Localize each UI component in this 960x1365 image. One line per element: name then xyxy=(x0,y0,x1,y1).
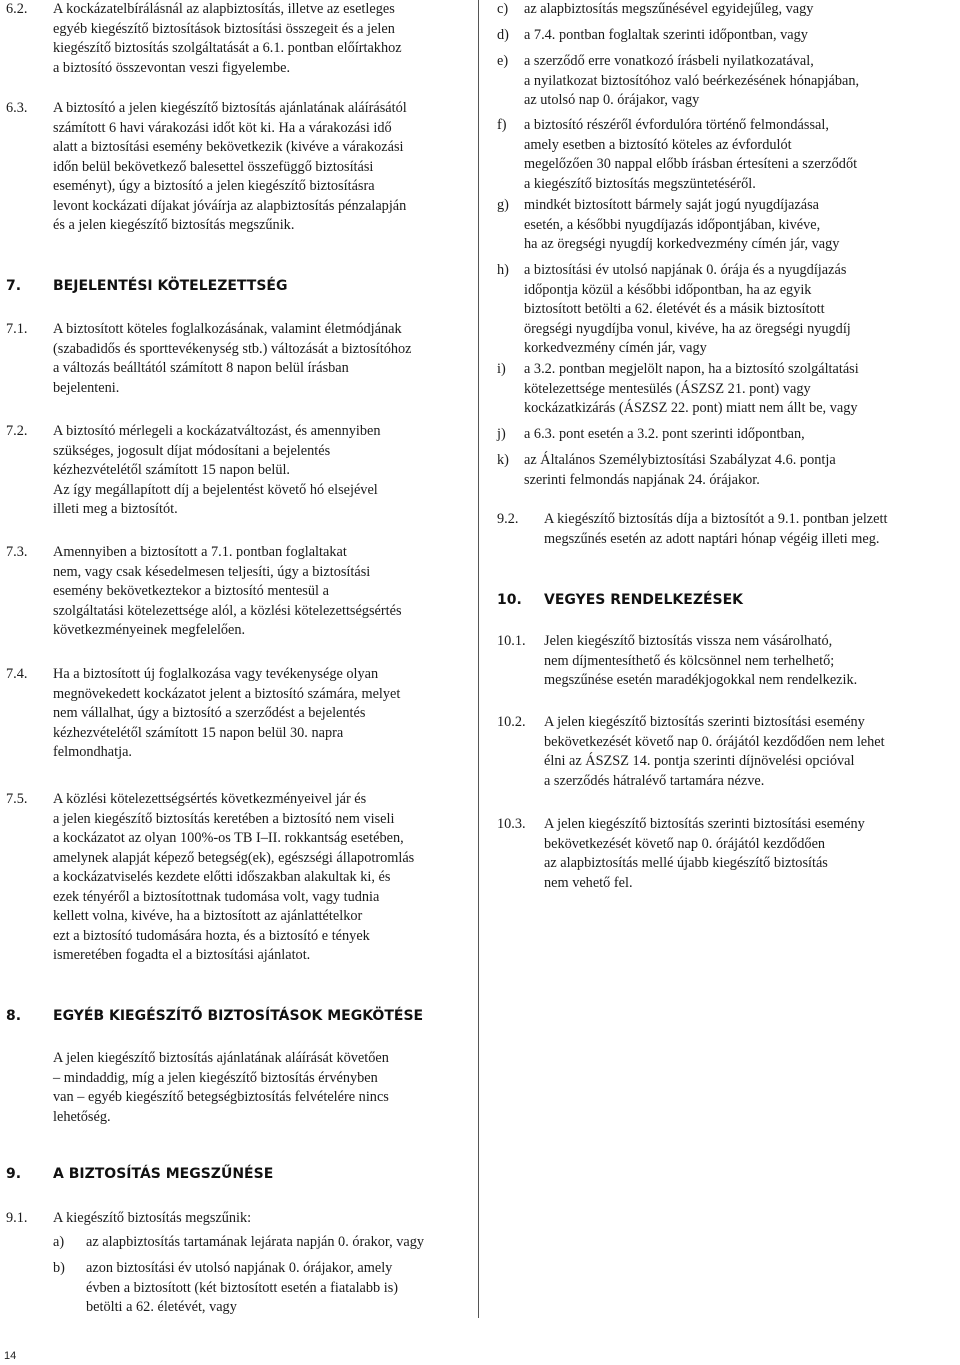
text-line: a 3.2. pontban megjelölt napon, ha a biztosító szolgáltatási xyxy=(524,361,859,377)
text-line: korkedvezmény címén jár, vagy xyxy=(524,340,707,356)
text-line: a 6.3. pont esetén a 3.2. pont szerinti időpontban, xyxy=(524,426,805,442)
text-line: esemény bekövetkeztekor a biztosító mentesül a xyxy=(53,583,329,599)
text-line: lehetőség. xyxy=(53,1108,111,1125)
text-line: a biztosító részéről évfordulóra történő felmondással, xyxy=(524,117,829,133)
text-line: amely esetben a biztosító köteles az évfordulót xyxy=(524,136,792,153)
section-number: 7.1. xyxy=(6,321,28,337)
section-text xyxy=(53,665,400,763)
text-line: Ha a biztosított új foglalkozása vagy tevékenysége olyan xyxy=(53,666,379,682)
text-line: betölti a 62. életévét, vagy xyxy=(86,1299,237,1315)
section-number: 9.1. xyxy=(6,1210,28,1226)
text-line: a változás beálltától számított 8 napon belül írásban xyxy=(53,360,349,376)
text-line: eseményt), úgy a biztosító a jelen kiegészítő biztosításra xyxy=(53,178,375,194)
list-letter: b) xyxy=(53,1260,65,1276)
text-line: szerinti felmondás napjának 24. órájakor. xyxy=(524,471,760,488)
list-letter: f) xyxy=(497,117,507,133)
heading-number: 8. xyxy=(6,1008,22,1024)
list-item-text xyxy=(86,1259,398,1318)
text-line: A jelen kiegészítő biztosítás szerinti biztosítási esemény xyxy=(544,816,865,832)
text-line: ha az öregségi nyugdíj korkedvezmény címén jár, vagy xyxy=(524,236,840,252)
text-line: Az így megállapított díj a bejelentést követő hó elsejével xyxy=(53,481,378,498)
text-line: azon biztosítási év utolsó napjának 0. órájakor, amely xyxy=(86,1260,393,1276)
text-line: nem vehető fel. xyxy=(544,874,633,891)
heading-title: VEGYES RENDELKEZÉSEK xyxy=(544,592,744,608)
section-number: 7.3. xyxy=(6,544,28,560)
text-line: az alapbiztosítás tartamának lejárata napján 0. órakor, vagy xyxy=(86,1234,425,1250)
text-line: ezt a biztosító tudomására hozta, és a biztosító e tények xyxy=(53,927,370,944)
section-text xyxy=(53,543,402,641)
text-line: a biztosítási év utolsó napjának 0. órája és a nyugdíjazás xyxy=(524,262,847,278)
list-letter: h) xyxy=(497,262,509,278)
text-line: a kockázatot az olyan 100%-os TB I–II. rokkantság esetében, xyxy=(53,830,404,846)
text-line: (szabadidős és sporttevékenység stb.) változását a biztosítóhoz xyxy=(53,340,412,357)
list-letter: e) xyxy=(497,53,509,69)
text-line: alatt a biztosítási esemény bekövetkezik (kivéve a várakozási xyxy=(53,139,404,155)
text-line: kellett volna, kivéve, ha a biztosított az ajánlattételkor xyxy=(53,908,363,924)
text-line: biztosított betölti a 62. életévét és a másik biztosított xyxy=(524,301,825,317)
section-text xyxy=(53,1209,251,1229)
heading-title: BEJELENTÉSI KÖTELEZETTSÉG xyxy=(53,278,288,294)
section-number: 6.2. xyxy=(6,1,28,17)
list-letter: g) xyxy=(497,197,509,213)
list-item-text xyxy=(524,451,836,490)
text-line: megszűnése esetén maradékjogokkal nem rendelkezik. xyxy=(544,672,858,688)
text-line: a kiegészítő biztosítás megszüntetéséről. xyxy=(524,175,756,192)
section-number: 10.2. xyxy=(497,714,526,730)
text-line: az alapbiztosítás megszűnésével egyidejűleg, vagy xyxy=(524,1,814,17)
section-number: 7.4. xyxy=(6,666,28,682)
text-line: ezek tényéről a biztosítottnak tudomása volt, vagy tudnia xyxy=(53,888,380,905)
text-line: számított 6 havi várakozási időt köt ki. Ha a várakozási idő xyxy=(53,119,392,136)
text-line: A biztosító mérlegeli a kockázatváltozást, és amennyiben xyxy=(53,423,381,439)
text-line: amelynek alapját képező betegség(ek), egészségi állapotromlás xyxy=(53,849,415,866)
section-number: 6.3. xyxy=(6,100,28,116)
section-text xyxy=(53,320,412,398)
text-line: a szerződő erre vonatkozó írásbeli nyilatkozatával, xyxy=(524,53,814,69)
heading-number: 7. xyxy=(6,278,22,294)
heading-number: 10. xyxy=(497,592,522,608)
text-line: kiegészítő biztosítás szolgáltatását a 6.1. pontban előírtakhoz xyxy=(53,40,402,56)
text-line: a nyilatkozat biztosítóhoz való beérkezésének hónapjában, xyxy=(524,72,860,89)
text-line: – mindaddig, míg a jelen kiegészítő biztosítás érvényben xyxy=(53,1069,378,1086)
list-item-text xyxy=(524,261,851,359)
list-item-text xyxy=(524,360,859,419)
section-text xyxy=(53,0,402,78)
paragraph-text xyxy=(53,1049,389,1127)
text-line: megnövekedett kockázatot jelent a biztosító számára, melyet xyxy=(53,685,401,702)
text-line: a szerződés hátralévő tartamára nézve. xyxy=(544,772,765,789)
text-line: nem vállalhat, úgy a biztosító a szerződést a bejelentés xyxy=(53,705,366,721)
text-line: a kockázatviselés kezdete előtti időszakban alakultak ki, és xyxy=(53,869,391,885)
section-number: 7.5. xyxy=(6,791,28,807)
text-line: szükséges, jogosult díjat módosítani a bejelentés xyxy=(53,442,331,459)
text-line: mindkét biztosított bármely saját jogú nyugdíjazása xyxy=(524,197,820,213)
text-line: kockázatkizárás (ÁSZSZ 22. pont) miatt nem állt be, vagy xyxy=(524,400,858,416)
text-line: nem, vagy csak késedelmesen teljesíti, úgy a biztosítási xyxy=(53,563,371,580)
list-letter: i) xyxy=(497,361,506,377)
list-letter: d) xyxy=(497,27,509,43)
text-line: illeti meg a biztosítót. xyxy=(53,501,178,517)
text-line: következményeinek megfelelően. xyxy=(53,622,246,638)
list-item-text xyxy=(524,0,813,20)
text-line: A jelen kiegészítő biztosítás szerinti biztosítási esemény xyxy=(544,714,865,730)
section-text xyxy=(544,815,865,893)
section-text xyxy=(53,422,381,520)
text-line: időn belül bekövetkező balesettel összefüggő biztosítási xyxy=(53,158,374,175)
column-divider xyxy=(478,0,479,1318)
text-line: az Általános Személybiztosítási Szabályzat 4.6. pontja xyxy=(524,452,836,468)
list-letter: k) xyxy=(497,452,509,468)
text-line: bekövetkezését követő nap 0. órájától kezdődően nem lehet xyxy=(544,733,885,750)
text-line: Jelen kiegészítő biztosítás vissza nem vásárolható, xyxy=(544,633,833,649)
text-line: a jelen kiegészítő biztosítás keretében a biztosító nem viseli xyxy=(53,810,395,827)
section-text xyxy=(53,99,407,236)
list-item-text xyxy=(524,116,857,194)
section-text xyxy=(544,510,887,549)
text-line: ismeretében fogadta el a biztosítási ajánlatot. xyxy=(53,947,311,963)
text-line: van – egyéb kiegészítő betegségbiztosítás felvételére nincs xyxy=(53,1089,389,1105)
section-number: 7.2. xyxy=(6,423,28,439)
list-item-text xyxy=(524,52,859,111)
list-item-text xyxy=(524,196,839,255)
section-number: 10.3. xyxy=(497,816,526,832)
text-line: Amennyiben a biztosított a 7.1. pontban foglaltakat xyxy=(53,544,347,560)
list-item-text xyxy=(524,425,805,445)
text-line: megelőzően 30 nappal előbb írásban értesíteni a szerződőt xyxy=(524,156,858,172)
text-line: esetén, a későbbi nyugdíjazás időpontjában, kivéve, xyxy=(524,216,821,233)
text-line: levont kockázati díjakat jóváírja az alapbiztosítás pénzalapján xyxy=(53,197,407,214)
text-line: élni az ÁSZSZ 14. pontja szerinti díjnövelési opcióval xyxy=(544,753,855,769)
section-text xyxy=(544,632,857,691)
text-line: A jelen kiegészítő biztosítás ajánlatának aláírását követően xyxy=(53,1050,389,1066)
text-line: időpontja közül a későbbi időpontban, ha az egyik xyxy=(524,281,812,298)
section-number: 10.1. xyxy=(497,633,526,649)
text-line: az utolsó nap 0. órájakor, vagy xyxy=(524,92,700,108)
page-number: 14 xyxy=(4,1350,17,1362)
text-line: bejelenteni. xyxy=(53,379,120,396)
list-letter: a) xyxy=(53,1234,65,1250)
text-line: nem díjmentesíthető és kölcsönnel nem terhelhető; xyxy=(544,652,835,669)
text-line: öregségi nyugdíjba vonul, kivéve, ha az öregségi nyugdíj xyxy=(524,320,851,337)
text-line: A közlési kötelezettségsértés következményeivel jár és xyxy=(53,791,367,807)
heading-title: EGYÉB KIEGÉSZÍTŐ BIZTOSÍTÁSOK MEGKÖTÉSE xyxy=(53,1008,424,1024)
list-letter: j) xyxy=(497,426,506,442)
heading-title: A BIZTOSÍTÁS MEGSZŰNÉSE xyxy=(53,1166,274,1182)
text-line: A biztosított köteles foglalkozásának, valamint életmódjának xyxy=(53,321,402,337)
list-item-text xyxy=(524,26,808,46)
section-text xyxy=(53,790,414,966)
text-line: egyéb kiegészítő biztosítások biztosítási összegeit és a jelen xyxy=(53,20,395,37)
text-line: A kiegészítő biztosítás megszűnik: xyxy=(53,1210,252,1226)
text-line: bekövetkezését követő nap 0. órájától kezdődően xyxy=(544,835,826,852)
text-line: szolgáltatási kötelezettsége alól, a közlési kötelezettségsértés xyxy=(53,602,402,619)
heading-number: 9. xyxy=(6,1166,22,1182)
text-line: az alapbiztosítás mellé újabb kiegészítő biztosítás xyxy=(544,855,828,871)
text-line: kézhezvételétől számított 15 napon belül. xyxy=(53,462,291,478)
text-line: és a jelen kiegészítő biztosítás megszűnik. xyxy=(53,217,295,233)
text-line: felmondhatja. xyxy=(53,744,133,760)
list-letter: c) xyxy=(497,1,509,17)
text-line: A kockázatelbírálásnál az alapbiztosítás, illetve az esetleges xyxy=(53,1,395,17)
section-number: 9.2. xyxy=(497,511,519,527)
text-line: kézhezvételétől számított 15 napon belül 30. napra xyxy=(53,724,344,741)
list-item-text xyxy=(86,1233,424,1253)
text-line: a 7.4. pontban foglaltak szerinti időpontban, vagy xyxy=(524,27,808,43)
text-line: A kiegészítő biztosítás díja a biztosítót a 9.1. pontban jelzett xyxy=(544,511,888,527)
text-line: a biztosító összevontan veszi figyelembe. xyxy=(53,59,291,76)
text-line: A biztosító a jelen kiegészítő biztosítás ajánlatának aláírásától xyxy=(53,100,407,116)
text-line: kötelezettsége mentesülés (ÁSZSZ 21. pont) vagy xyxy=(524,380,811,397)
text-line: évben a biztosított (két biztosított esetén a fiatalabb is) xyxy=(86,1279,399,1296)
section-text xyxy=(544,713,885,791)
text-line: megszűnés esetén az adott naptári hónap végéig illeti meg. xyxy=(544,530,880,547)
